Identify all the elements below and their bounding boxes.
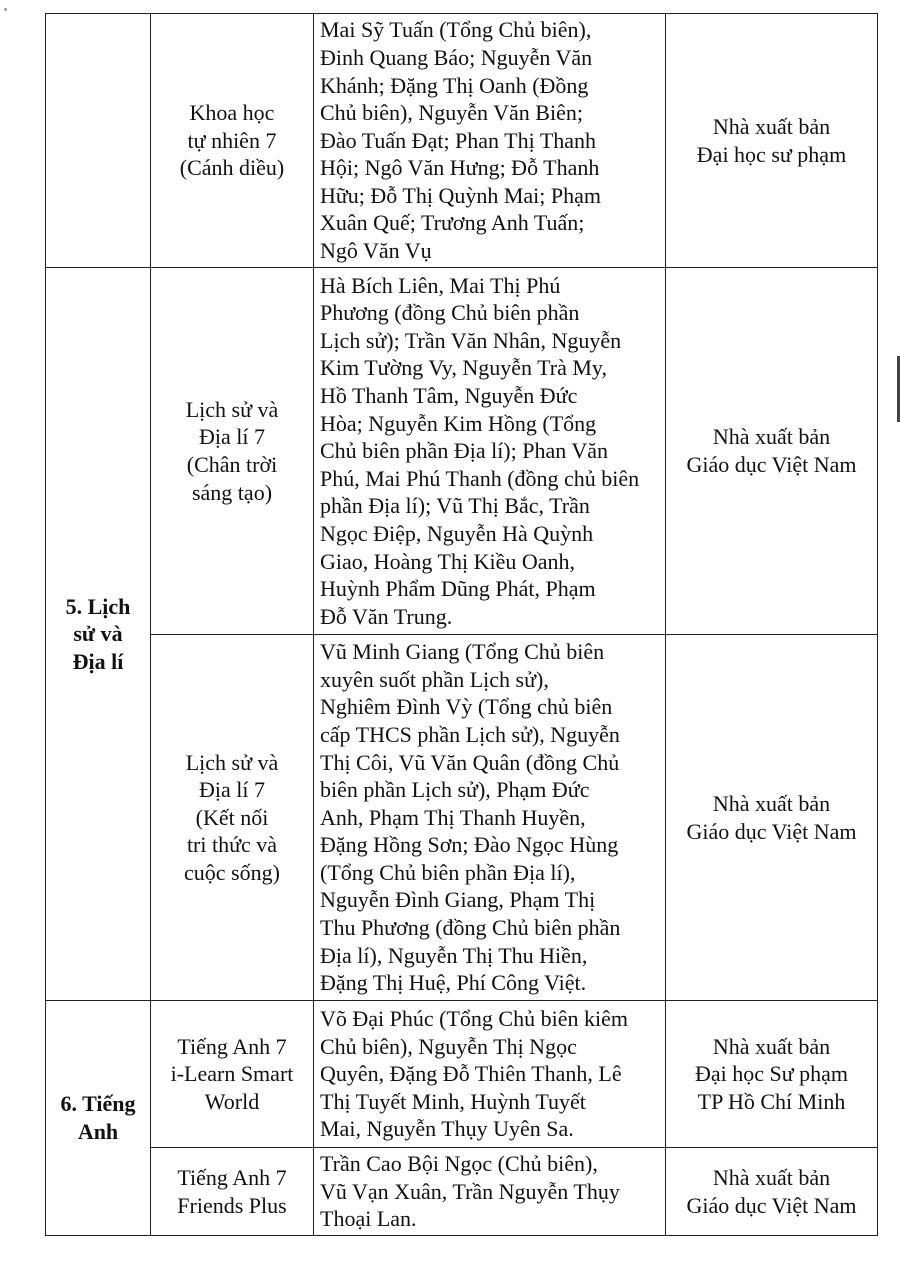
subject-cell	[46, 268, 151, 1001]
authors-text-line: Thị Tuyết Minh, Huỳnh Tuyết	[320, 1088, 586, 1114]
book-title-cell	[151, 635, 314, 1001]
authors-text-line: Khánh; Đặng Thị Oanh (Đồng	[320, 72, 589, 98]
authors-text-line: Chủ biên phần Địa lí); Phan Văn	[320, 438, 608, 464]
subject-text-line: Anh	[77, 1119, 119, 1144]
textbook-table	[45, 13, 878, 1236]
authors-text-line: Thị Côi, Vũ Văn Quân (đồng Chủ	[320, 749, 620, 775]
publisher-text-line: Nhà xuất bản	[712, 1033, 831, 1059]
table-row	[46, 1001, 878, 1148]
authors-text-line: phần Địa lí); Vũ Thị Bắc, Trần	[320, 493, 590, 519]
authors-text-line: Thu Phương (đồng Chủ biên phần	[320, 915, 621, 941]
authors-text-line: Giao, Hoàng Thị Kiều Oanh,	[320, 548, 575, 574]
publisher-cell	[666, 14, 878, 268]
book-text-line: World	[204, 1088, 260, 1114]
authors-text-line: Hà Bích Liên, Mai Thị Phú	[320, 272, 561, 298]
authors-text-line: Võ Đại Phúc (Tổng Chủ biên kiêm	[320, 1006, 628, 1032]
authors-text-line: Đỗ Văn Trung.	[320, 603, 453, 629]
table-row	[46, 268, 878, 635]
authors-text-line: Quyên, Đặng Đỗ Thiên Thanh, Lê	[320, 1061, 622, 1087]
authors-text-line: Hội; Ngô Văn Hưng; Đỗ Thanh	[320, 155, 600, 181]
authors-text-line: Phương (đồng Chủ biên phần	[320, 300, 580, 326]
authors-text-line: Chủ biên), Nguyễn Văn Biên;	[320, 100, 583, 126]
subject-cell	[46, 1001, 151, 1236]
book-text-line: sáng tạo)	[191, 479, 273, 505]
authors-text-line: Đào Tuấn Đạt; Phan Thị Thanh	[320, 127, 597, 153]
publisher-text-line: TP Hồ Chí Minh	[697, 1088, 846, 1114]
authors-text-line: cấp THCS phần Lịch sử), Nguyễn	[320, 721, 620, 747]
publisher-text-line: Đại học Sư phạm	[694, 1061, 849, 1087]
authors-text-line: Huỳnh Phẩm Dũng Phát, Phạm	[320, 576, 596, 602]
publisher-text-line: Giáo dục Việt Nam	[686, 818, 857, 844]
book-text-line: Lịch sử và	[185, 749, 279, 775]
publisher-text-line: Nhà xuất bản	[712, 1164, 831, 1190]
authors-text-line: Đặng Hồng Sơn; Đào Ngọc Hùng	[320, 832, 619, 858]
authors-text-line: Mai Sỹ Tuấn (Tổng Chủ biên),	[320, 17, 592, 43]
subject-text-line: Địa lí	[72, 648, 124, 674]
book-text-line: Tiếng Anh 7	[177, 1033, 287, 1059]
authors-text-line: Đinh Quang Báo; Nguyễn Văn	[320, 44, 593, 70]
book-text-line: Lịch sử và	[185, 396, 279, 422]
authors-text-line: (Tổng Chủ biên phần Địa lí),	[320, 859, 576, 885]
authors-text-line: Thoại Lan.	[320, 1206, 417, 1232]
authors-text-line: Anh, Phạm Thị Thanh Huyền,	[320, 804, 586, 830]
authors-text-line: Xuân Quế; Trương Anh Tuấn;	[320, 210, 585, 236]
publisher-text-line: Đại học sư phạm	[696, 141, 847, 167]
authors-text-line: xuyên suốt phần Lịch sử),	[320, 666, 549, 692]
authors-text-line: Phú, Mai Phú Thanh (đồng chủ biên	[320, 465, 640, 491]
book-text-line: Tiếng Anh 7	[177, 1164, 287, 1190]
book-text-line: tri thức và	[186, 832, 278, 858]
authors-text-line: Đặng Thị Huệ, Phí Công Việt.	[320, 970, 587, 996]
publisher-cell	[666, 635, 878, 1001]
book-text-line: Địa lí 7	[199, 424, 265, 450]
book-title-cell	[151, 268, 314, 635]
authors-text-line: Ngọc Điệp, Nguyễn Hà Quỳnh	[320, 520, 594, 546]
authors-text-line: Ngô Văn Vụ	[320, 238, 432, 264]
authors-text-line: Vũ Vạn Xuân, Trần Nguyễn Thụy	[320, 1178, 620, 1204]
publisher-cell	[666, 1001, 878, 1148]
book-title-cell	[151, 1001, 314, 1148]
book-text-line: Địa lí 7	[199, 777, 265, 803]
authors-cell	[314, 268, 666, 635]
authors-text-line: Chủ biên), Nguyễn Thị Ngọc	[320, 1033, 577, 1059]
table-row	[46, 14, 878, 268]
authors-text-line: Trần Cao Bội Ngọc (Chủ biên),	[320, 1151, 598, 1177]
publisher-cell	[666, 1148, 878, 1236]
authors-text-line: Lịch sử); Trần Văn Nhân, Nguyễn	[320, 327, 622, 353]
publisher-text-line: Giáo dục Việt Nam	[686, 1192, 857, 1218]
authors-text-line: Mai, Nguyễn Thụy Uyên Sa.	[320, 1116, 574, 1142]
book-title-cell	[151, 1148, 314, 1236]
authors-text-line: biên phần Lịch sử), Phạm Đức	[320, 777, 590, 803]
subject-text-line: 5. Lịch	[65, 593, 131, 619]
authors-text-line: Hòa; Nguyễn Kim Hồng (Tổng	[320, 410, 597, 436]
authors-text-line: Hồ Thanh Tâm, Nguyễn Đức	[320, 383, 578, 409]
publisher-text-line: Nhà xuất bản	[712, 790, 831, 816]
publisher-cell	[666, 268, 878, 635]
book-text-line: cuộc sống)	[184, 859, 280, 885]
authors-text-line: Nghiêm Đình Vỳ (Tổng chủ biên	[320, 694, 613, 720]
book-title-cell	[151, 14, 314, 268]
authors-cell	[314, 1001, 666, 1148]
book-text-line: Khoa học	[189, 100, 275, 126]
book-text-line: i-Learn Smart	[170, 1061, 294, 1087]
subject-cell	[46, 14, 151, 268]
authors-text-line: Địa lí), Nguyễn Thị Thu Hiền,	[320, 942, 588, 968]
authors-cell	[314, 1148, 666, 1236]
book-text-line: Friends Plus	[177, 1192, 287, 1218]
authors-text-line: Hữu; Đỗ Thị Quỳnh Mai; Phạm	[320, 182, 602, 208]
table-row	[46, 635, 878, 1001]
publisher-text-line: Nhà xuất bản	[712, 113, 831, 139]
book-text-line: (Kết nối	[195, 804, 269, 830]
authors-cell	[314, 635, 666, 1001]
publisher-text-line: Giáo dục Việt Nam	[686, 452, 857, 477]
authors-text-line: Vũ Minh Giang (Tổng Chủ biên	[320, 639, 605, 665]
subject-text-line: 6. Tiếng	[60, 1091, 136, 1117]
scan-dot	[4, 8, 7, 11]
authors-text-line: Kim Tường Vy, Nguyễn Trà My,	[320, 355, 607, 381]
authors-text-line: Nguyễn Đình Giang, Phạm Thị	[320, 887, 596, 913]
book-text-line: (Chân trời	[186, 452, 278, 477]
book-text-line: (Cánh diều)	[179, 155, 285, 181]
book-text-line: tự nhiên 7	[187, 127, 277, 153]
authors-cell	[314, 14, 666, 268]
publisher-text-line: Nhà xuất bản	[712, 424, 831, 450]
table-row	[46, 1148, 878, 1236]
subject-text-line: sử và	[73, 621, 123, 647]
